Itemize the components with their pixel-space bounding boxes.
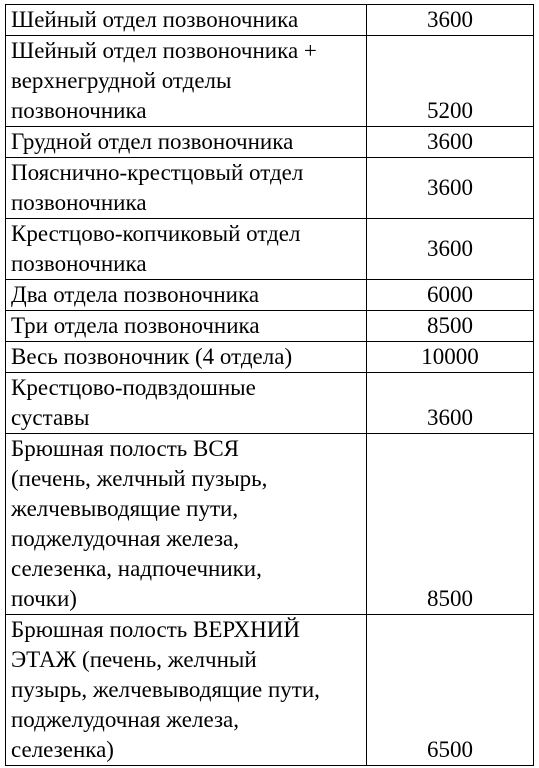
service-name: Три отдела позвоночника — [11, 313, 260, 338]
service-price: 8500 — [427, 586, 473, 611]
table-row — [6, 615, 534, 766]
service-name: Весь позвоночник (4 отдела) — [11, 344, 293, 369]
price-cell — [367, 127, 534, 158]
service-price: 6000 — [427, 282, 473, 307]
service-name: Брюшная полость ВЕРХНИЙ ЭТАЖ (печень, желчный пузырь, желчевыводящие пути, поджелудочная железа, селезенка) — [11, 617, 320, 762]
service-price: 10000 — [421, 344, 479, 369]
service-name-cell — [6, 158, 367, 219]
table-row — [6, 127, 534, 158]
table-row — [6, 311, 534, 342]
service-name-cell — [6, 5, 367, 36]
price-cell — [367, 158, 534, 219]
price-cell — [367, 280, 534, 311]
service-name: Грудной отдел позвоночника — [11, 129, 294, 154]
table-row — [6, 5, 534, 36]
service-price: 5200 — [427, 98, 473, 123]
service-price: 3600 — [427, 405, 473, 430]
table-row — [6, 434, 534, 615]
service-name: Шейный отдел позвоночника — [11, 7, 299, 32]
table-row — [6, 280, 534, 311]
price-cell — [367, 219, 534, 280]
service-name-cell — [6, 280, 367, 311]
price-cell — [367, 615, 534, 766]
table-row — [6, 373, 534, 434]
price-cell — [367, 36, 534, 127]
service-name-cell — [6, 219, 367, 280]
service-price: 6500 — [427, 737, 473, 762]
service-name: Два отдела позвоночника — [11, 282, 260, 307]
service-name: Крестцово-подвздошные суставы — [11, 375, 256, 430]
service-name: Пояснично-крестцовый отдел позвоночника — [11, 160, 304, 215]
service-name-cell — [6, 311, 367, 342]
price-cell — [367, 5, 534, 36]
table-row — [6, 158, 534, 219]
price-cell — [367, 373, 534, 434]
service-name-cell — [6, 373, 367, 434]
price-cell — [367, 434, 534, 615]
service-name-cell — [6, 36, 367, 127]
service-price: 8500 — [427, 313, 473, 338]
service-name: Шейный отдел позвоночника + верхнегрудной отделы позвоночника — [11, 38, 317, 123]
price-cell — [367, 342, 534, 373]
price-table — [5, 4, 534, 766]
service-price: 3600 — [427, 129, 473, 154]
service-name-cell — [6, 127, 367, 158]
price-cell — [367, 311, 534, 342]
table-row — [6, 219, 534, 280]
service-price: 3600 — [427, 175, 473, 200]
service-name-cell — [6, 615, 367, 766]
service-price: 3600 — [427, 7, 473, 32]
service-name: Брюшная полость ВСЯ (печень, желчный пузырь, желчевыводящие пути, поджелудочная железа, селезенка, надпочечники, почки) — [11, 436, 268, 611]
table-row — [6, 342, 534, 373]
service-name-cell — [6, 434, 367, 615]
service-price: 3600 — [427, 236, 473, 261]
service-name-cell — [6, 342, 367, 373]
service-name: Крестцово-копчиковый отдел позвоночника — [11, 221, 301, 276]
table-row — [6, 36, 534, 127]
